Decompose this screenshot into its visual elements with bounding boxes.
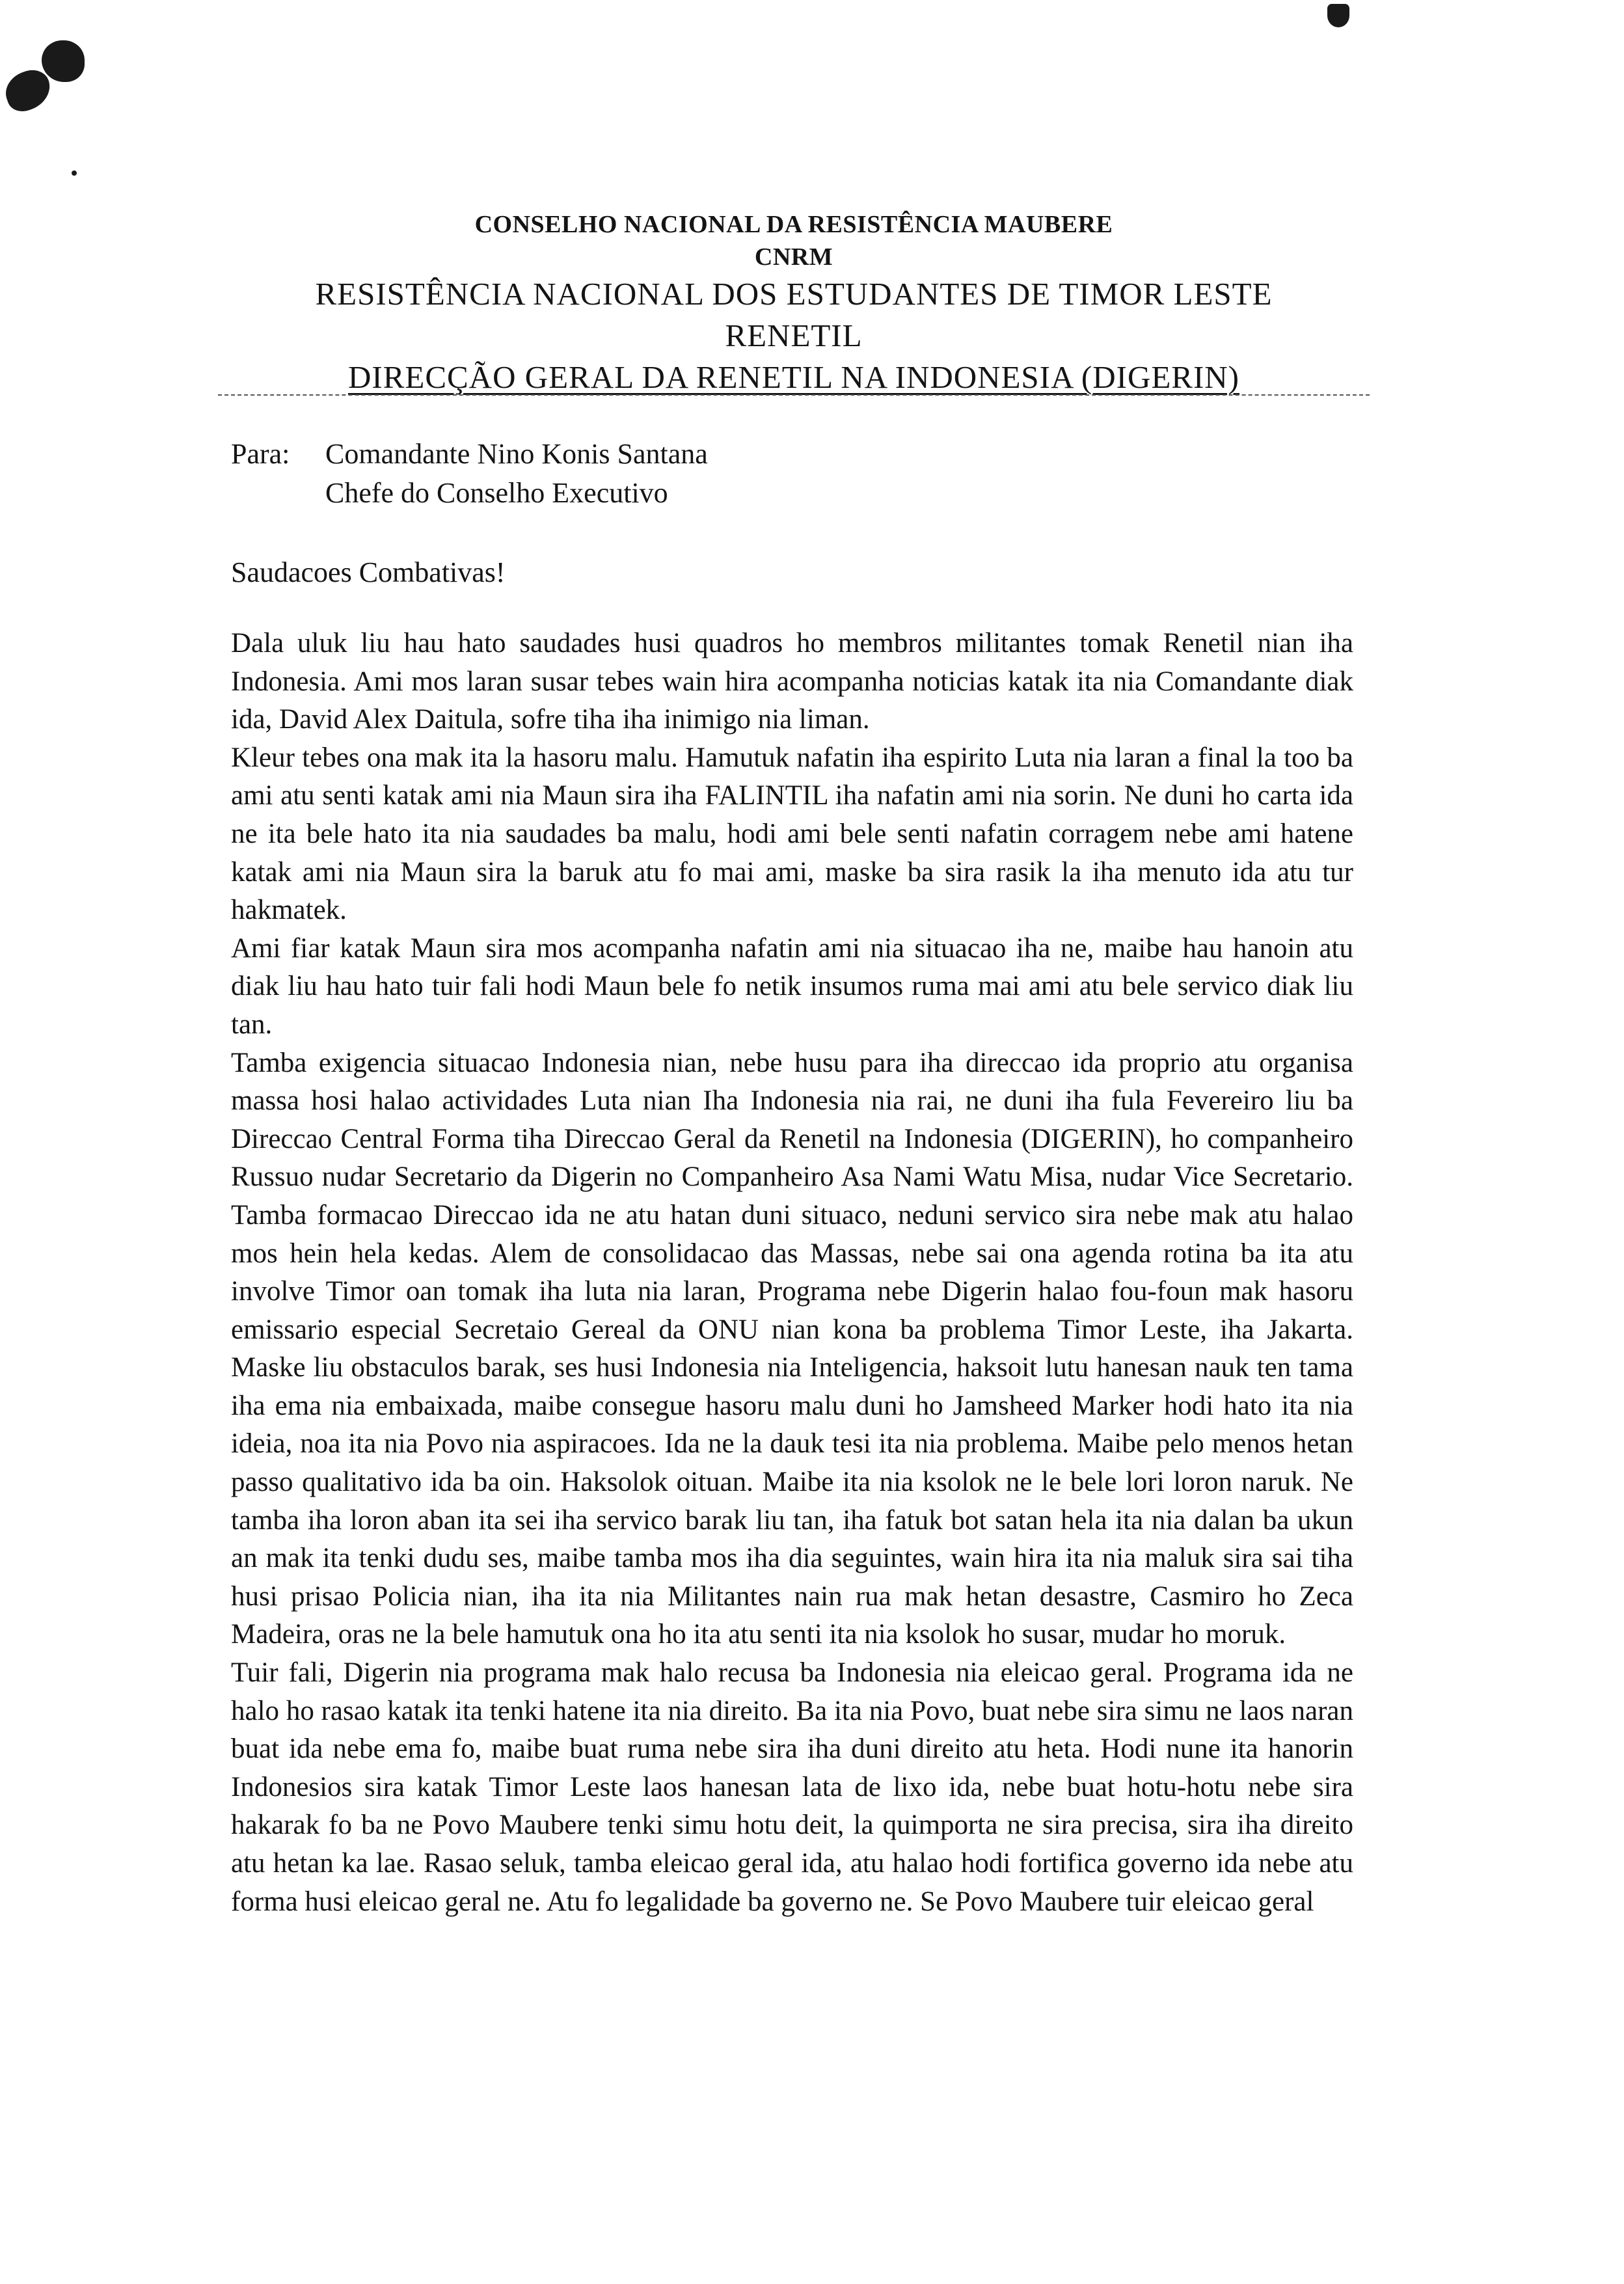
letterhead <box>221 208 1366 398</box>
header-divider <box>218 394 1370 396</box>
addressee-name: Comandante Nino Konis Santana <box>325 438 708 470</box>
addressee-title: Chefe do Conselho Executivo <box>325 477 668 509</box>
letterhead-organization-name: RESISTÊNCIA NACIONAL DOS ESTUDANTES DE TIMOR LESTE <box>315 276 1273 312</box>
body-paragraph: Dala uluk liu hau hato saudades husi quadros ho membros militantes tomak Renetil nian iha Indonesia. Ami mos laran susar tebes wain hira acompanha noticias katak ita nia Comandante diak ida, David Alex Daitula, sofre tiha iha inimigo nia liman. <box>231 628 1353 735</box>
ink-dot-mark <box>72 170 77 176</box>
addressee-label: Para: <box>231 438 290 470</box>
body-paragraph: Kleur tebes ona mak ita la hasoru malu. Hamutuk nafatin iha espirito Luta nia laran a final la too ba ami atu senti katak ami nia Maun sira iha FALINTIL iha nafatin ami nia sorin. Ne duni ho carta ida ne ita bele hato ita nia saudades ba malu, hodi ami bele senti nafatin corragem nebe ami hatene katak ami nia Maun sira la baruk atu fo mai ami, maske ba sira rasik la iha menuto ida atu tur hakmatek. <box>231 742 1353 926</box>
letterhead-organization-acronym: RENETIL <box>725 318 863 353</box>
letterhead-directorate: DIRECÇÃO GERAL DA RENETIL NA INDONESIA (DIGERIN) <box>348 359 1239 395</box>
ink-blot-mark <box>42 40 85 82</box>
body-paragraph: Tuir fali, Digerin nia programa mak halo recusa ba Indonesia nia eleicao geral. Programa ida ne halo ho rasao katak ita tenki hatene ita nia direito. Ba ita nia Povo, buat nebe sira simu ne laos naran buat ida nebe ema fo, maibe buat ruma nebe sira iha duni direito atu heta. Hodi nune ita hanorin Indonesios sira katak Timor Leste laos hanesan lata de lixo ida, nebe buat hotu-hotu nebe sira hakarak fo ba ne Povo Maubere tenki simu hotu deit, la quimporta ne sira precisa, sira iha direito atu hetan ka lae. Rasao seluk, tamba eleicao geral ida, atu halao hodi fortifica governo ida nebe atu forma husi eleicao geral ne. Atu fo legalidade ba governo ne. Se Povo Maubere tuir eleicao geral <box>231 1657 1353 1917</box>
greeting: Saudacoes Combativas! <box>231 556 506 588</box>
letterhead-council-acronym: CNRM <box>754 243 833 271</box>
body-paragraph: Tamba exigencia situacao Indonesia nian, nebe husu para iha direccao ida proprio atu organisa massa hosi halao actividades Luta nian Iha Indonesia nia rai, ne duni iha fula Fevereiro liu ba Direccao Central Forma tiha Direccao Geral da Renetil na Indonesia (DIGERIN), ho companheiro Russuo nudar Secretario da Digerin no Companheiro Asa Nami Watu Misa, nudar Vice Secretario. Tamba formacao Direccao ida ne atu hatan duni situaco, neduni servico sira nebe mak atu halao mos hein hela kedas. Alem de consolidacao das Massas, nebe sai ona agenda rotina ba ita atu involve Timor oan tomak iha luta nia laran, Programa nebe Digerin halao fou-foun mak hasoru emissario especial Secretaio Gereal da ONU nian kona ba problema Timor Leste, iha Jakarta. Maske liu obstaculos barak, ses husi Indonesia nia Inteligencia, haksoit lutu hanesan nauk ten tama iha ema nia embaixada, maibe consegue hasoru malu duni ho Jamsheed Marker hodi hato ita nia ideia, noa ita nia Povo nia aspiracoes. Ida ne la dauk tesi ita nia problema. Maibe pelo menos hetan passo qualitativo ida ba oin. Haksolok oituan. Maibe ita nia ksolok ne le bele lori loron naruk. Ne tamba iha loron aban ita sei iha servico barak liu tan, iha fatuk bot satan hela ita nia dalan ba ukun an mak ita tenki dudu ses, maibe tamba mos iha dia seguintes, wain hira ita nia maluk sira sai tiha husi prisao Policia nian, iha ita nia Militantes nain rua mak hetan desastre, Casmiro ho Zeca Madeira, oras ne la bele hamutuk ona ho ita atu senti ita nia ksolok ho susar, mudar ho moruk. <box>231 1047 1353 1650</box>
letter-body <box>231 625 1353 1921</box>
body-paragraph: Ami fiar katak Maun sira mos acompanha nafatin ami nia situacao iha ne, maibe hau hanoin atu diak liu hau hato tuir fali hodi Maun bele fo netik insumos ruma mai ami atu bele servico diak liu tan. <box>231 932 1353 1040</box>
letterhead-council-name: CONSELHO NACIONAL DA RESISTÊNCIA MAUBERE <box>474 211 1113 238</box>
ink-blot-mark <box>1327 4 1349 27</box>
